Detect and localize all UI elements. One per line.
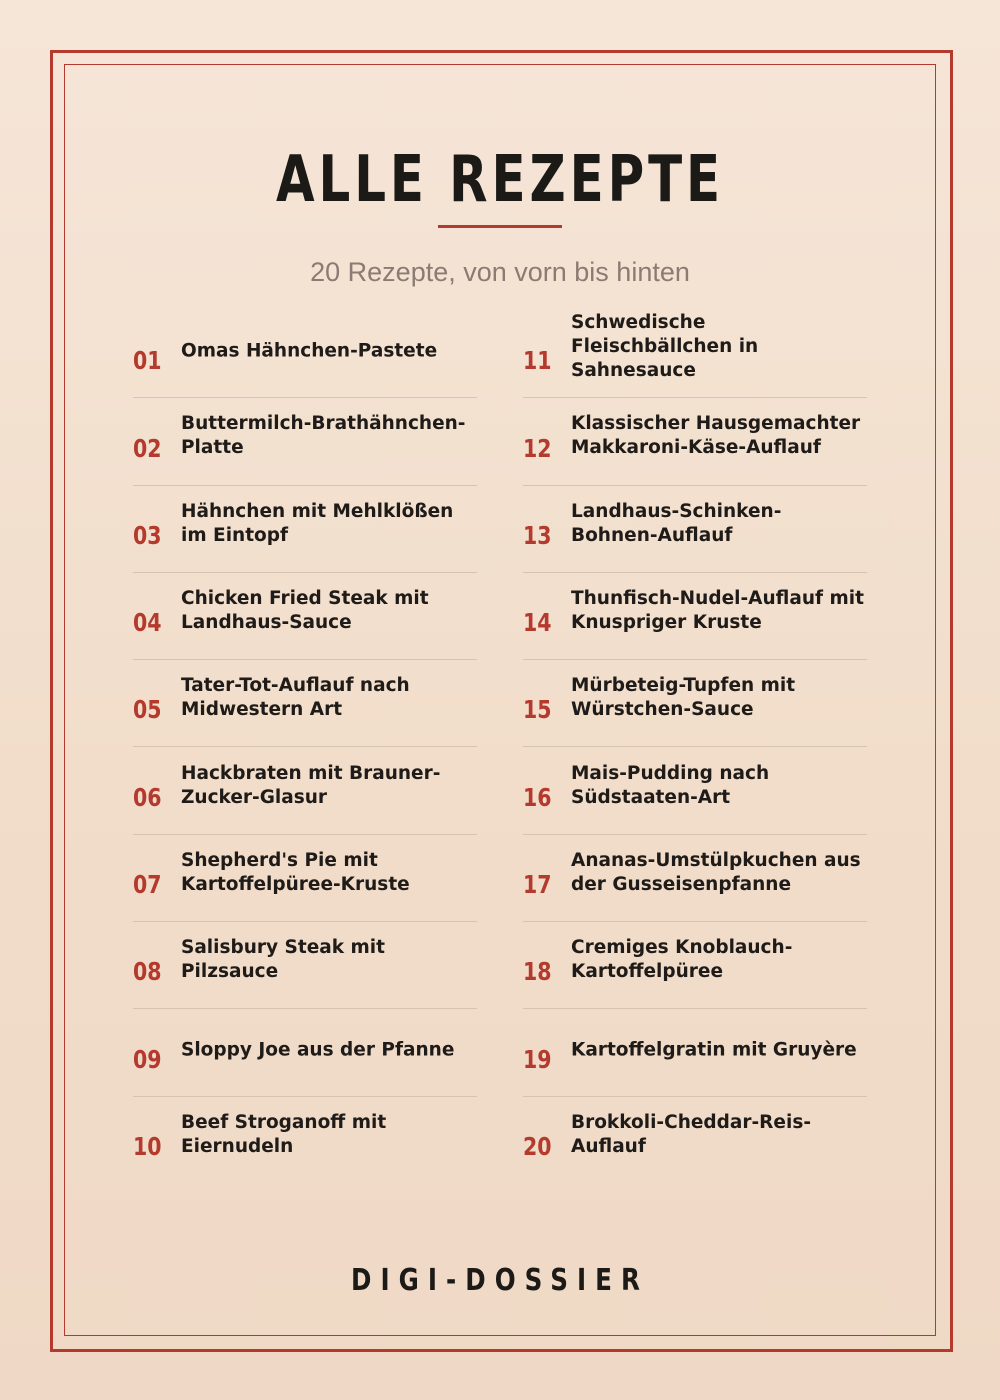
recipe-name: Thunfisch-Nudel-Auflauf mit Knuspriger Kruste xyxy=(571,588,864,634)
recipe-name: Mürbeteig-Tupfen mit Würstchen-Sauce xyxy=(571,675,796,721)
page-subtitle: 20 Rezepte, von vorn bis hinten xyxy=(310,257,690,287)
recipe-item xyxy=(133,835,477,922)
recipe-name: Kartoffelgratin mit Gruyère xyxy=(571,1039,857,1061)
recipe-number: 04 xyxy=(133,608,162,638)
recipe-number: 12 xyxy=(523,433,552,463)
recipe-number: 06 xyxy=(133,782,162,812)
recipe-name: Omas Hähnchen-Pastete xyxy=(181,340,438,362)
page-title: ALLE REZEPTE xyxy=(275,143,725,217)
recipe-number: 10 xyxy=(133,1131,162,1161)
recipe-name: Tater-Tot-Auflauf nach Midwestern Art xyxy=(181,675,410,721)
recipe-name: Mais-Pudding nach Südstaaten-Art xyxy=(571,762,770,808)
recipe-item xyxy=(523,486,867,573)
recipe-name: Brokkoli-Cheddar-Reis-Auflauf xyxy=(571,1112,812,1158)
recipe-name: Sloppy Joe aus der Pfanne xyxy=(181,1039,455,1061)
recipe-number: 03 xyxy=(133,520,162,550)
recipe-name: Salisbury Steak mit Pilzsauce xyxy=(181,937,385,983)
recipe-number: 16 xyxy=(523,782,552,812)
recipe-name: Schwedische Fleischbällchen in Sahnesauce xyxy=(571,311,759,381)
recipe-number: 17 xyxy=(523,870,552,900)
recipe-item xyxy=(523,835,867,922)
recipe-number: 01 xyxy=(133,346,162,376)
recipe-name: Shepherd's Pie mit Kartoffelpüree-Kruste xyxy=(181,850,410,896)
recipe-name: Hackbraten mit Brauner-Zucker-Glasur xyxy=(181,762,441,808)
recipe-item xyxy=(523,660,867,747)
brand-footer: DIGI-DOSSIER xyxy=(351,1263,649,1298)
recipe-item xyxy=(523,398,867,485)
recipe-number: 18 xyxy=(523,957,552,987)
recipe-name: Beef Stroganoff mit Eiernudeln xyxy=(181,1112,387,1158)
recipe-number: 13 xyxy=(523,520,552,550)
recipe-number: 20 xyxy=(523,1131,552,1161)
recipe-name: Chicken Fried Steak mit Landhaus-Sauce xyxy=(181,588,429,634)
recipe-item xyxy=(133,747,477,834)
recipe-item xyxy=(133,660,477,747)
recipe-name: Hähnchen mit Mehlklößen im Eintopf xyxy=(181,500,454,546)
recipe-item xyxy=(133,1097,477,1183)
recipe-item xyxy=(133,1009,477,1096)
recipe-item xyxy=(133,486,477,573)
recipe-name: Ananas-Umstülpkuchen aus der Gusseisenpfanne xyxy=(571,850,861,896)
recipe-item xyxy=(523,1009,867,1096)
recipe-column-right xyxy=(523,311,867,1183)
recipe-number: 05 xyxy=(133,695,162,725)
recipe-name: Buttermilch-Brathähnchen-Platte xyxy=(181,413,466,459)
recipe-item xyxy=(523,311,867,398)
recipe-item xyxy=(133,311,477,398)
recipe-item xyxy=(133,573,477,660)
recipe-number: 19 xyxy=(523,1044,552,1074)
recipe-item xyxy=(523,922,867,1009)
recipe-item xyxy=(523,573,867,660)
recipe-item xyxy=(133,922,477,1009)
recipe-number: 09 xyxy=(133,1044,162,1074)
recipe-number: 15 xyxy=(523,695,552,725)
recipe-name: Cremiges Knoblauch-Kartoffelpüree xyxy=(571,937,793,983)
recipe-item xyxy=(523,1097,867,1183)
recipe-number: 08 xyxy=(133,957,162,987)
title-underline xyxy=(438,225,562,228)
recipe-name: Landhaus-Schinken-Bohnen-Auflauf xyxy=(571,500,782,546)
recipe-item xyxy=(133,398,477,485)
recipe-column-left xyxy=(133,311,477,1183)
recipe-number: 07 xyxy=(133,870,162,900)
recipe-number: 11 xyxy=(523,346,552,376)
recipe-number: 14 xyxy=(523,608,552,638)
recipe-name: Klassischer Hausgemachter Makkaroni-Käse-Auflauf xyxy=(571,413,861,459)
recipe-number: 02 xyxy=(133,433,162,463)
recipe-item xyxy=(523,747,867,834)
